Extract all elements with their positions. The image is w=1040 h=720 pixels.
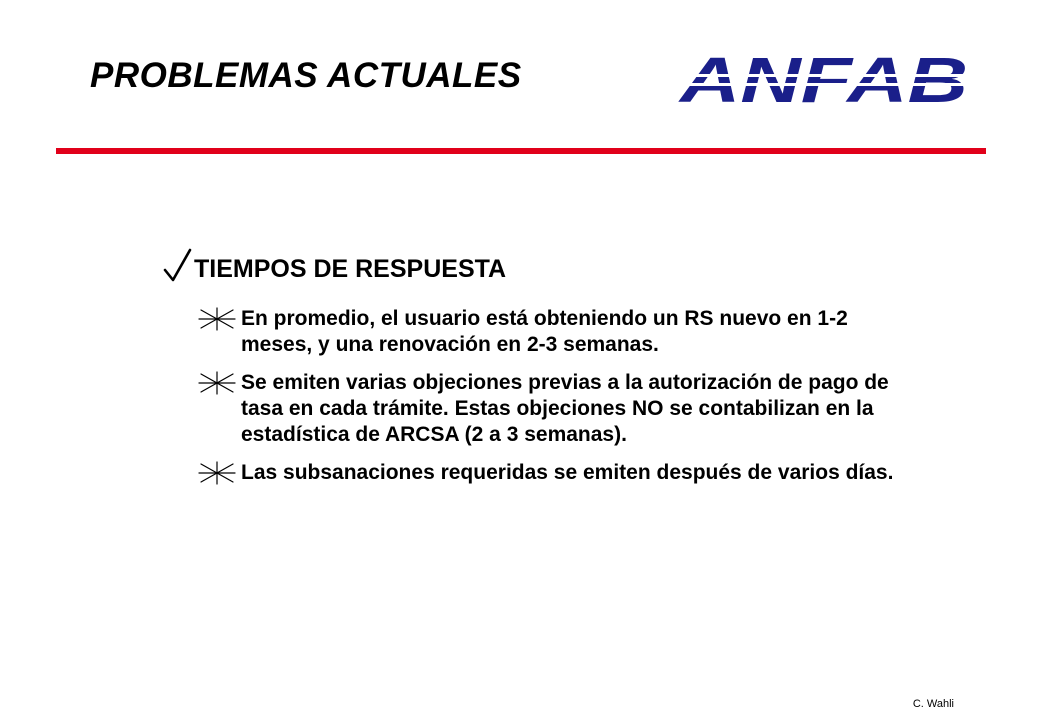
- list-item: [197, 460, 897, 486]
- list-item: [197, 306, 897, 358]
- section-heading-row: [162, 248, 506, 284]
- asterisk-bullet-icon: [197, 370, 239, 396]
- bullet-text: Se emiten varias objeciones previas a la autorización de pago de tasa en cada trámite. Estas objeciones NO se contabilizan en la estadística de ARCSA (2 a 3 semanas).: [241, 371, 889, 446]
- asterisk-bullet-icon: [197, 306, 239, 332]
- bullet-text: En promedio, el usuario está obteniendo un RS nuevo en 1-2 meses, y una renovación en 2-3 semanas.: [241, 307, 848, 356]
- section-heading: TIEMPOS DE RESPUESTA: [194, 255, 507, 283]
- title-divider: [56, 148, 986, 154]
- list-item: [197, 370, 897, 448]
- bullet-list: [197, 306, 897, 498]
- slide-title: PROBLEMAS ACTUALES: [90, 56, 522, 95]
- anfab-logo: [676, 52, 972, 116]
- bullet-text: Las subsanaciones requeridas se emiten después de varios días.: [241, 461, 894, 484]
- checkmark-icon: [162, 248, 192, 284]
- asterisk-bullet-icon: [197, 460, 239, 486]
- footer-credit: C. Wahli: [912, 698, 954, 710]
